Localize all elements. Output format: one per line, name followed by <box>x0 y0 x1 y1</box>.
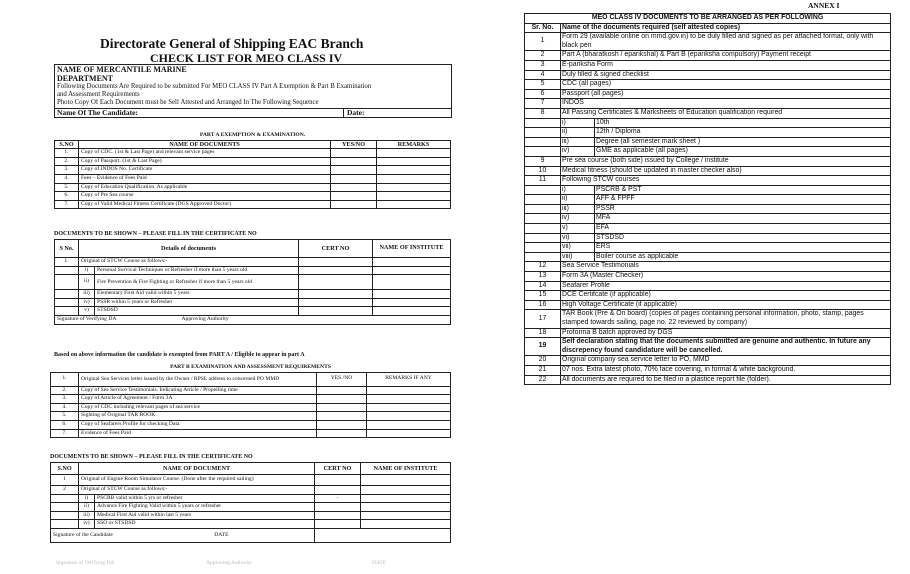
part-b-table <box>50 364 451 438</box>
yesno-cell[interactable] <box>331 149 377 158</box>
header-line2: DEPARTMENT <box>57 74 114 83</box>
document-name: Original company sea service letter to PO, MMD <box>561 356 891 366</box>
signature-space[interactable] <box>315 528 451 542</box>
table-row <box>525 281 891 291</box>
cert-no-cell[interactable]: - <box>315 494 361 503</box>
part-a-col-remarks: REMARKS <box>377 140 451 149</box>
cert-no-cell[interactable] <box>315 520 361 529</box>
sr-no: 19 <box>525 338 561 356</box>
part-a-table <box>54 132 451 209</box>
candidate-row <box>55 108 451 117</box>
remarks-cell[interactable] <box>367 386 451 395</box>
table-row: 2. Copy of Sea Service Testimonials. Indicating Article / Propelling time <box>51 386 451 395</box>
details-a-col-details: Details of documents <box>79 240 299 258</box>
table-row: 5. Sighting of Original TAR BOOK. <box>51 412 451 421</box>
details-b-col-cert: CERT NO <box>315 463 361 475</box>
signature-row <box>51 528 451 542</box>
remarks-cell[interactable] <box>377 174 451 183</box>
table-row <box>525 262 891 272</box>
sub-item: 10th <box>595 118 891 128</box>
document-name: Form 3A (Master Checker) <box>561 272 891 282</box>
institute-cell[interactable] <box>373 290 451 299</box>
institute-cell[interactable] <box>361 503 451 512</box>
verifying-da-label: Signature of Verifying DA <box>57 315 117 322</box>
institute-cell[interactable] <box>373 307 451 316</box>
institute-cell[interactable] <box>361 486 451 495</box>
page-subtitle: CHECK LIST FOR MEO CLASS IV <box>150 51 343 65</box>
cert-no-cell[interactable] <box>299 307 373 316</box>
remarks-cell[interactable] <box>377 200 451 209</box>
yesno-cell[interactable] <box>331 200 377 209</box>
sub-item: ERS <box>595 243 891 253</box>
sub-item: PSSR <box>595 204 891 214</box>
sr-no: 4 <box>525 70 561 80</box>
candidate-signature-label: Signature of the Candidate <box>53 531 113 538</box>
table-row: 7. Copy of Valid Medical Fitness Certificate (DGS Approved Doctor) <box>55 200 451 209</box>
sub-index: i) <box>561 185 595 195</box>
yesno-cell[interactable] <box>317 403 367 412</box>
table-row <box>525 128 891 138</box>
details-a-table <box>54 239 451 325</box>
document-name: E-pariksha Form <box>561 60 891 70</box>
sr-no: 13 <box>525 272 561 282</box>
sr-no: 12 <box>525 262 561 272</box>
document-name: DCE Certifcate (if applicable) <box>561 291 891 301</box>
document-name: Passport (all pages) <box>561 89 891 99</box>
sub-index: ii) <box>561 128 595 138</box>
cert-no-cell[interactable] <box>315 511 361 520</box>
details-a-col-sno: S No. <box>55 240 79 258</box>
document-name: Part A (bharatkosh / eparikshal) & Part B (epariksha compulsory) Payment receipt <box>561 51 891 61</box>
document-name: TAR Book (Pre & On board) (copies of pages containing personal information, photo, stamp, pages stamped towards sailing, page no. 22 reviewed by company) <box>561 310 891 328</box>
sub-item: 12th / Diploma <box>595 128 891 138</box>
sr-no: 20 <box>525 356 561 366</box>
cert-no-cell[interactable] <box>315 475 361 486</box>
sub-index: v) <box>561 224 595 234</box>
institute-cell[interactable] <box>361 494 451 503</box>
table-row <box>525 185 891 195</box>
details-a-col-cert: CERT NO <box>299 240 373 258</box>
sr-no: 11 <box>525 176 561 186</box>
table-row: 4. Fees – Evidence of Fees Paid <box>55 174 451 183</box>
docs-note-b: DOCUMENTS TO BE SHOWN – PLEASE FILL IN THE CERTIFICATE NO <box>50 454 253 460</box>
remarks-cell[interactable] <box>377 166 451 175</box>
sub-item: Boiler course as applicable <box>595 252 891 262</box>
part-a-col-yesno: YES/NO <box>331 140 377 149</box>
sr-no: 10 <box>525 166 561 176</box>
details-b-col-institute: NAME OF INSTITUTE <box>361 463 451 475</box>
cert-no-cell[interactable] <box>315 503 361 512</box>
table-row <box>525 99 891 109</box>
table-row <box>525 108 891 118</box>
remarks-cell[interactable] <box>367 412 451 421</box>
date-label: Date: <box>343 109 451 117</box>
details-a-col-institute: NAME OF INSTITUTE <box>373 240 451 258</box>
header-line4: and Assessment Requirements <box>57 91 140 99</box>
sr-no: 2 <box>525 51 561 61</box>
faint-footer-3: DATE <box>372 560 387 566</box>
table-row <box>525 243 891 253</box>
table-row <box>525 60 891 70</box>
signature-space[interactable] <box>299 315 451 324</box>
header-line3: Following Documents Are Required to be submitted For MEO CLASS IV Part A Exemption & Part B Examination <box>57 83 372 90</box>
table-row: 2 Original of STCW Course as follows:- <box>51 486 451 495</box>
yesno-cell[interactable] <box>331 166 377 175</box>
document-name: Medical fitness (should be updated in master checker also) <box>561 166 891 176</box>
sub-index: vii) <box>561 243 595 253</box>
col-srno: Sr. No. <box>525 23 561 33</box>
yesno-cell[interactable] <box>317 412 367 421</box>
table-row <box>525 176 891 186</box>
header-line1: NAME OF MERCANTILE MARINE <box>57 65 187 74</box>
institute-cell[interactable] <box>373 258 451 267</box>
document-name: CDC (all pages) <box>561 80 891 90</box>
sr-no: 21 <box>525 365 561 375</box>
sr-no: 22 <box>525 375 561 385</box>
table-row <box>525 291 891 301</box>
document-name: All Passing Certificates & Marksheets of Education qualification required <box>561 108 891 118</box>
table-row: iv) PSSR within 5 years or Refresher <box>55 298 451 307</box>
table-row <box>525 224 891 234</box>
table-row: ii) Advance Fire Fighting Valid within 5 years or refresher <box>51 503 451 512</box>
table-row: iii) Elementary First Aid valid within 5 years <box>55 290 451 299</box>
sub-item: GME as applicable (all pages) <box>595 147 891 157</box>
sr-no: 14 <box>525 281 561 291</box>
yesno-cell[interactable] <box>331 192 377 201</box>
table-row: 1 Original of Engine Room Simulator Course. (Done after the required sailing) <box>51 475 451 486</box>
table-row: 6. Copy of Pre Sea course <box>55 192 451 201</box>
table-row: 1. Original Sea Services letter issued by the Owner / RPSL address to concerned PO MMD YES /NO REMARKS IF ANY <box>51 372 451 386</box>
sr-no: 7 <box>525 99 561 109</box>
document-name: 07 nos. Extra latest photo, 70% face covering, in formal & white background. <box>561 365 891 375</box>
sr-no: 18 <box>525 328 561 338</box>
table-row <box>525 233 891 243</box>
sub-item: AFF & FPFF <box>595 195 891 205</box>
cert-no-cell[interactable] <box>299 298 373 307</box>
table-row <box>525 214 891 224</box>
sub-item: PSCRB & PST <box>595 185 891 195</box>
table-row <box>525 356 891 366</box>
sub-item: EFA <box>595 224 891 234</box>
table-row <box>525 375 891 385</box>
details-b-table <box>50 462 451 543</box>
table-row <box>525 70 891 80</box>
document-name: High Voltage Certificate (if applicable) <box>561 300 891 310</box>
table-row <box>525 80 891 90</box>
faint-footer-2: Approving Authority <box>206 560 253 566</box>
sr-no: 15 <box>525 291 561 301</box>
part-a-col-name: NAME OF DOCUMENTS <box>79 140 331 149</box>
institute-cell[interactable] <box>373 298 451 307</box>
sub-index: iv) <box>561 214 595 224</box>
cert-no-cell[interactable] <box>299 290 373 299</box>
approving-authority-label: Approving Authority <box>181 315 229 322</box>
remarks-cell[interactable] <box>377 149 451 158</box>
sub-index: vi) <box>561 233 595 243</box>
candidate-label: Name Of The Candidate: <box>57 107 138 117</box>
yesno-cell[interactable] <box>317 386 367 395</box>
table-row: iii) Medical First Aid valid within last 5 years <box>51 511 451 520</box>
institute-cell[interactable] <box>373 266 451 275</box>
header-box <box>54 64 452 118</box>
institute-cell[interactable] <box>361 511 451 520</box>
table-row <box>525 89 891 99</box>
remarks-cell[interactable] <box>367 420 451 429</box>
table-row: 5. Copy of Education Qualification. As applicable <box>55 183 451 192</box>
header-line5: Photo Copy Of Each Document must be Self Attested and Arranged In The Following Sequence <box>57 99 319 107</box>
institute-cell[interactable] <box>361 520 451 529</box>
remarks-cell[interactable] <box>377 157 451 166</box>
institute-cell[interactable] <box>373 275 451 290</box>
sub-index: viii) <box>561 252 595 262</box>
institute-cell[interactable] <box>361 475 451 486</box>
table-row: 1. Original of STCW Course as follows:- <box>55 258 451 267</box>
cert-no-cell[interactable] <box>315 486 361 495</box>
table-row <box>525 147 891 157</box>
sub-index: i) <box>561 118 595 128</box>
page-title: Directorate General of Shipping EAC Branch <box>100 36 364 51</box>
table-row <box>525 365 891 375</box>
yesno-cell[interactable] <box>331 157 377 166</box>
sub-item: STSDSD <box>595 233 891 243</box>
remarks-cell[interactable] <box>367 429 451 438</box>
annex-page <box>515 0 910 574</box>
table-row: 3. Copy of INDOS No. Certificate <box>55 166 451 175</box>
table-row: ii) Fire Prevention & Fire Fighting or Refresher if more than 5 years old <box>55 275 451 290</box>
table-row <box>525 252 891 262</box>
yesno-cell[interactable] <box>317 429 367 438</box>
sr-no: 16 <box>525 300 561 310</box>
docs-note-a: DOCUMENTS TO BE SHOWN – PLEASE FILL IN THE CERTIFICATE NO <box>54 231 257 237</box>
document-name: Pre sea course (both side) issued by College / institute <box>561 156 891 166</box>
sr-no: 9 <box>525 156 561 166</box>
table-row <box>525 195 891 205</box>
table-row <box>525 310 891 328</box>
document-name: Duly filled & signed checklist <box>561 70 891 80</box>
table-row <box>525 51 891 61</box>
part-b-col-remarks: REMARKS IF ANY <box>367 372 451 386</box>
table-row: 1. Copy of CDC. (1st & Last Page) and relevant service pages <box>55 149 451 158</box>
table-row <box>525 300 891 310</box>
sub-index: iv) <box>561 147 595 157</box>
cert-no-cell[interactable] <box>299 275 373 290</box>
document-name: Sea Service Testimonials <box>561 262 891 272</box>
cert-no-cell[interactable] <box>299 258 373 267</box>
table-row <box>525 328 891 338</box>
part-a-caption: PART A EXEMPTION & EXAMINATION. <box>55 132 451 140</box>
table-row: 3. Copy of Article of Agreement / Form 3A <box>51 395 451 404</box>
sub-index: iii) <box>561 137 595 147</box>
annex-label: ANNEX I <box>808 1 840 10</box>
table-row <box>525 204 891 214</box>
table-row <box>525 166 891 176</box>
details-b-col-sno: S.NO <box>51 463 79 475</box>
signature-row <box>55 315 451 324</box>
sub-index: ii) <box>561 195 595 205</box>
remarks-cell[interactable] <box>367 403 451 412</box>
remarks-cell[interactable] <box>377 183 451 192</box>
table-row: iv) SSO or STSDSD <box>51 520 451 529</box>
sr-no: 1 <box>525 33 561 51</box>
table-row <box>525 118 891 128</box>
part-b-col-yesno: YES /NO <box>317 372 367 386</box>
document-name: Self declaration stating that the documents submitted are genuine and authentic. In future any discrepency found candidature will be cancelled. <box>561 338 891 356</box>
yesno-cell[interactable] <box>331 174 377 183</box>
table-row: i) PSCRB valid within 5 yrs or refresher - <box>51 494 451 503</box>
cert-no-cell[interactable] <box>299 266 373 275</box>
table-row: 2. Copy of Passport. (1st & Last Page) <box>55 157 451 166</box>
table-row <box>525 272 891 282</box>
annex-table <box>524 13 891 385</box>
sub-item: Degree (all semester mark sheet ) <box>595 137 891 147</box>
faint-footer-1: Signature of Verifying DA <box>56 560 115 566</box>
yesno-cell[interactable] <box>317 395 367 404</box>
part-b-caption: PART B EXAMINATION AND ASSESSMENT REQUIREMENTS <box>51 364 451 372</box>
table-row <box>525 156 891 166</box>
table-row: 4. Copy of CDC including relevant pages of sea service <box>51 403 451 412</box>
table-row: 7. Evidence of Fees Paid <box>51 429 451 438</box>
table-row: i) Personal Survival Techniques or Refresher if more than 5 years old <box>55 266 451 275</box>
yesno-cell[interactable] <box>317 420 367 429</box>
details-b-col-name: NAME OF DOCUMENT <box>79 463 315 475</box>
table-row <box>525 338 891 356</box>
sr-no: 5 <box>525 80 561 90</box>
col-docname: Name of the documents required (self attested copies) <box>561 23 891 33</box>
table-row: 6. Copy of Seafarers Profile for checking Data <box>51 420 451 429</box>
document-name: All documents are required to be filed in a plastice report file (folder). <box>561 375 891 385</box>
document-name: Form 29 (available online on mmd.gov.in) to be duly filled and signed as per attached format, only with black pen <box>561 33 891 51</box>
sr-no: 6 <box>525 89 561 99</box>
sr-no: 3 <box>525 60 561 70</box>
sub-index: iii) <box>561 204 595 214</box>
part-a-col-sno: S.NO <box>55 140 79 149</box>
remarks-cell[interactable] <box>377 192 451 201</box>
based-note: Based on above information the candidate is exempted from PART A / Eligible to appear in part A <box>54 352 305 358</box>
document-name: Following STCW courses <box>561 176 891 186</box>
yesno-cell[interactable] <box>331 183 377 192</box>
annex-heading: MEO CLASS IV DOCUMENTS TO BE ARRANGED AS PER FOLLOWING <box>525 14 891 24</box>
sr-no: 8 <box>525 108 561 118</box>
document-name: INDOS <box>561 99 891 109</box>
sub-item: MFA <box>595 214 891 224</box>
table-row: v) STSDSD <box>55 307 451 316</box>
document-name: Seafarer Profile <box>561 281 891 291</box>
date-label: DATE <box>214 531 229 538</box>
document-name: Proforma B batch approved by DGS <box>561 328 891 338</box>
remarks-cell[interactable] <box>367 395 451 404</box>
table-row <box>525 137 891 147</box>
table-row <box>525 33 891 51</box>
sr-no: 17 <box>525 310 561 328</box>
